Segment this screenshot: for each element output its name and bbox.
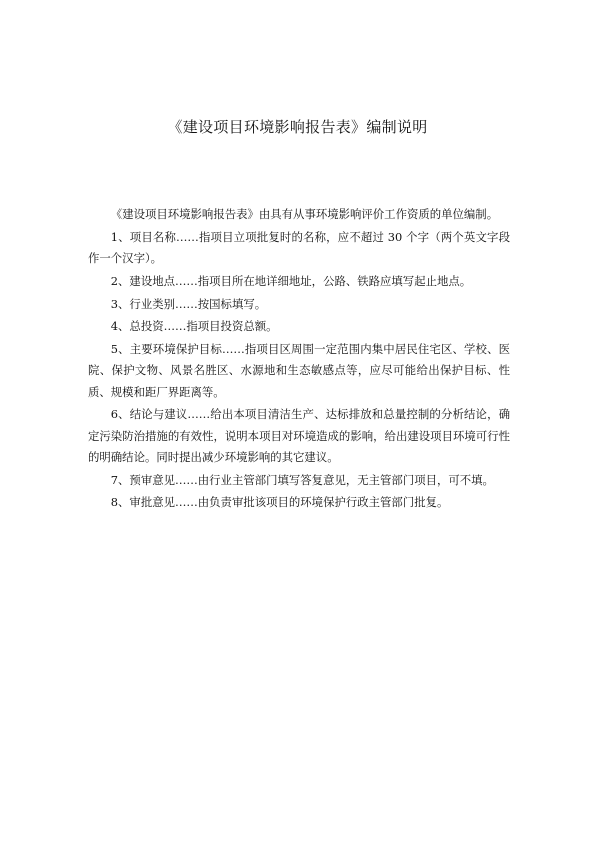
paragraph-preliminary-review: 7、预审意见……由行业主管部门填写答复意见，无主管部门项目，可不填。 (110, 472, 494, 487)
paragraph-construction-site: 2、建设地点……指项目所在地详细地址，公路、铁路应填写起止地点。 (110, 273, 472, 288)
paragraph-project-name: 1、项目名称……指项目立项批复时的名称，应不超过 30 个字（两个英文字段作一个汉字）。 (88, 229, 510, 265)
paragraph-intro: 《建设项目环境影响报告表》由具有从事环境影响评价工作资质的单位编制。 (110, 207, 499, 221)
paragraph-protection-targets: 5、主要环境保护目标……指项目区周围一定范围内集中居民住宅区、学校、医院、保护文物、风景名胜区、水源地和生态敏感点等，应尽可能给出保护目标、性质、规模和距厂界距离等。 (88, 342, 510, 399)
paragraph-conclusion: 6、结论与建议……给出本项目清洁生产、达标排放和总量控制的分析结论，确定污染防治措施的有效性，说明本项目对环境造成的影响，给出建设项目环境可行性的明确结论。同时提出减少环境影响的其它建议。 (88, 407, 510, 464)
paragraph-industry-category: 3、行业类别……按国标填写。 (110, 296, 267, 311)
paragraph-approval-opinion: 8、审批意见……由负责审批该项目的环境保护行政主管部门批复。 (110, 495, 449, 510)
paragraph-total-investment: 4、总投资……指项目投资总额。 (110, 319, 278, 334)
document-body (88, 204, 510, 515)
document-title: 《建设项目环境影响报告表》编制说明 (167, 118, 428, 136)
